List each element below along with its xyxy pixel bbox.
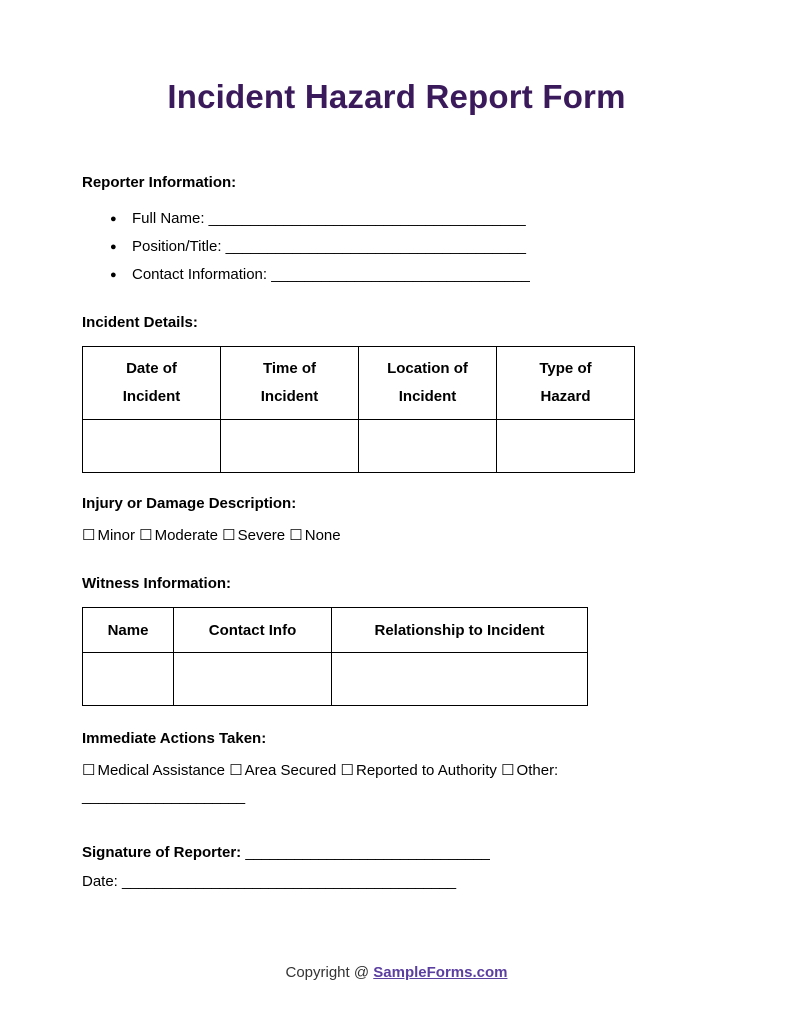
table-row	[83, 420, 635, 473]
checkbox-reported-to-authority[interactable]: ☐	[340, 762, 354, 779]
signature-section	[82, 810, 711, 896]
cell-witness-name[interactable]	[83, 653, 174, 706]
signature-blank-field[interactable]: ______________________________	[245, 844, 490, 861]
reporter-information-heading: Reporter Information:	[82, 174, 237, 191]
witness-information-heading: Witness Information:	[82, 575, 232, 592]
cell-type-of-hazard[interactable]	[497, 420, 635, 473]
table-header-row	[83, 347, 635, 420]
brand-link[interactable]: SampleForms.com	[373, 964, 508, 981]
incident-details-heading: Incident Details:	[82, 314, 198, 331]
immediate-actions-section	[82, 706, 711, 810]
label-moderate: Moderate	[154, 527, 218, 544]
page-title: Incident Hazard Report Form	[167, 78, 626, 115]
header-line: Time of	[262, 360, 317, 377]
label-none: None	[304, 527, 341, 544]
witness-information-section	[82, 549, 711, 706]
copyright-text: Copyright @	[285, 964, 370, 981]
contact-information-field: Contact Information: _______________________________	[132, 266, 530, 283]
header-line: Date of	[126, 360, 177, 377]
header-line: Hazard	[540, 388, 591, 405]
column-header-contact-info: Contact Info	[174, 608, 332, 653]
header-line: Incident	[398, 388, 457, 405]
label-other: Other:	[516, 762, 559, 779]
column-header-type-of-hazard	[497, 347, 635, 420]
checkbox-none[interactable]: ☐	[289, 527, 303, 544]
position-title-field: Position/Title: ____________________________________	[132, 238, 526, 255]
injury-damage-section	[82, 473, 711, 549]
table-header-row	[83, 608, 588, 653]
label-area-secured: Area Secured	[244, 762, 337, 779]
column-header-relationship-to-incident: Relationship to Incident	[332, 608, 588, 653]
other-blank-field[interactable]: ____________________	[82, 788, 245, 805]
footer	[0, 964, 793, 981]
witness-information-table	[82, 607, 588, 706]
header-line: Incident	[260, 388, 319, 405]
reporter-fields-list	[82, 205, 711, 289]
injury-damage-heading: Injury or Damage Description:	[82, 495, 297, 512]
header-line: Location of	[387, 360, 468, 377]
signature-label: Signature of Reporter:	[82, 844, 242, 861]
checkbox-area-secured[interactable]: ☐	[229, 762, 243, 779]
full-name-field: Full Name: ______________________________________	[132, 210, 526, 227]
cell-witness-relationship[interactable]	[332, 653, 588, 706]
cell-date-of-incident[interactable]	[83, 420, 221, 473]
column-header-location-of-incident	[359, 347, 497, 420]
date-label: Date:	[82, 873, 118, 890]
cell-location-of-incident[interactable]	[359, 420, 497, 473]
checkbox-medical-assistance[interactable]: ☐	[82, 762, 96, 779]
incident-details-table	[82, 346, 635, 473]
cell-time-of-incident[interactable]	[221, 420, 359, 473]
label-medical-assistance: Medical Assistance	[97, 762, 226, 779]
column-header-time-of-incident	[221, 347, 359, 420]
column-header-date-of-incident	[83, 347, 221, 420]
checkbox-minor[interactable]: ☐	[82, 527, 96, 544]
incident-details-section	[82, 289, 711, 473]
cell-witness-contact-info[interactable]	[174, 653, 332, 706]
checkbox-severe[interactable]: ☐	[222, 527, 236, 544]
column-header-name: Name	[83, 608, 174, 653]
injury-severity-options	[82, 523, 711, 549]
list-item	[110, 261, 711, 289]
immediate-actions-options	[82, 758, 711, 810]
header-line: Incident	[122, 388, 181, 405]
list-item	[110, 233, 711, 261]
header-line: Type of	[539, 360, 592, 377]
label-minor: Minor	[97, 527, 135, 544]
signature-line	[82, 838, 711, 867]
checkbox-other[interactable]: ☐	[501, 762, 515, 779]
immediate-actions-heading: Immediate Actions Taken:	[82, 730, 267, 747]
list-item	[110, 205, 711, 233]
date-line	[82, 867, 711, 896]
label-reported-to-authority: Reported to Authority	[356, 762, 497, 779]
table-row	[83, 653, 588, 706]
reporter-information-section	[82, 116, 711, 289]
checkbox-moderate[interactable]: ☐	[139, 527, 153, 544]
label-severe: Severe	[237, 527, 286, 544]
date-blank-field[interactable]: _________________________________________	[122, 873, 456, 890]
